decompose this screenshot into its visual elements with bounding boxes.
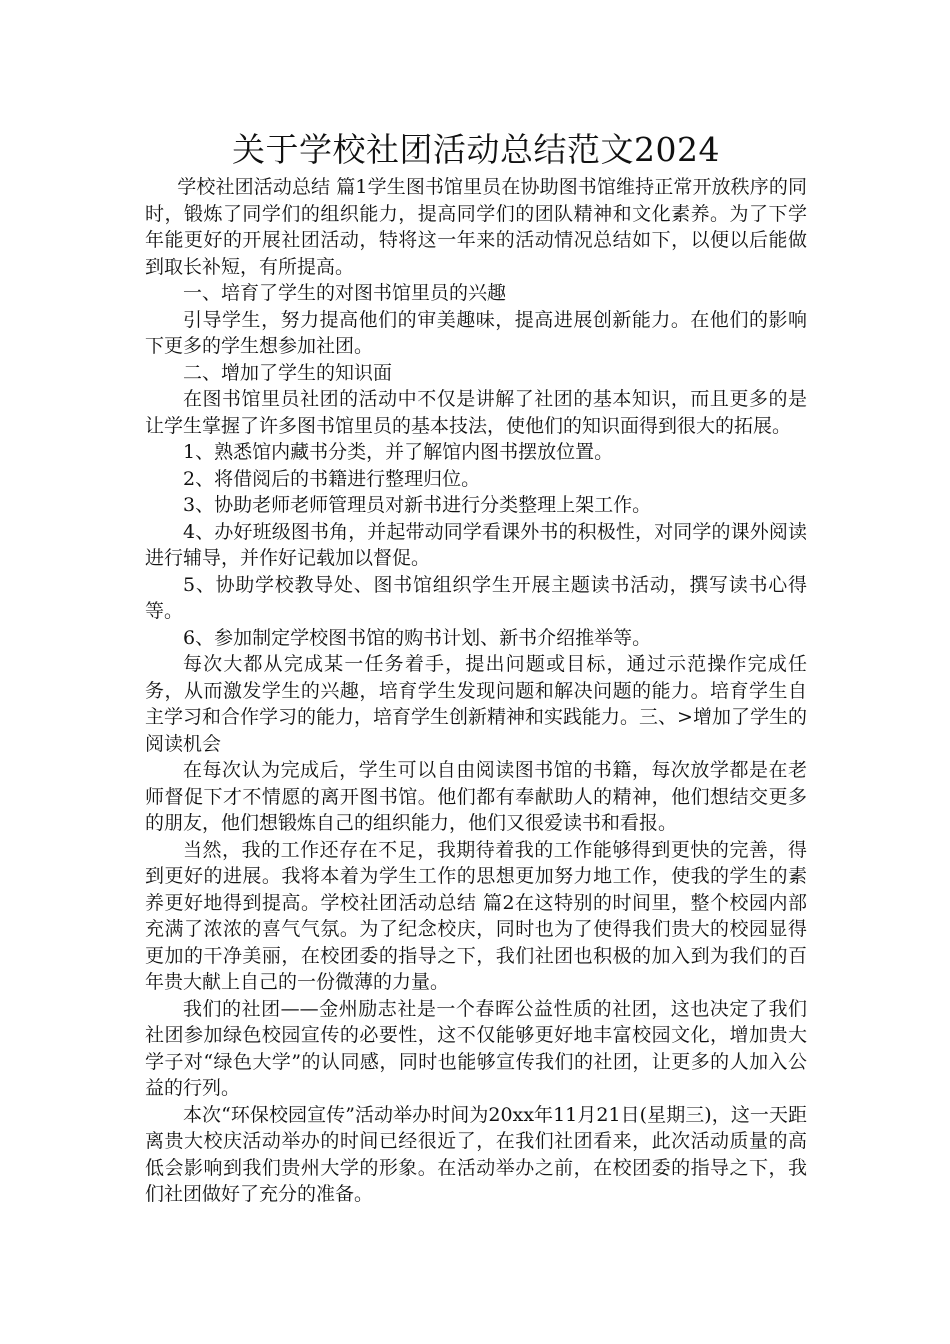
- paragraph: 在图书馆里员社团的活动中不仅是讲解了社团的基本知识，而且更多的是让学生掌握了许多图书馆里员的基本技法，使他们的知识面得到很大的拓展。: [145, 388, 807, 437]
- list-item: 3、协助老师老师管理员对新书进行分类整理上架工作。: [183, 494, 652, 516]
- document-page: [145, 128, 807, 1208]
- paragraph: 在每次认为完成后，学生可以自由阅读图书馆的书籍，每次放学都是在老师督促下才不情愿的离开图书馆。他们都有奉献助人的精神，他们想结交更多的朋友，他们想锻炼自己的组织能力，他们又很爱读书和看报。: [145, 759, 807, 834]
- document-title: 关于学校社团活动总结范文2024: [232, 130, 720, 169]
- list-item: 5、协助学校教导处、图书馆组织学生开展主题读书活动，撰写读书心得等。: [145, 573, 807, 622]
- paragraph: 本次“环保校园宣传”活动举办时间为20xx年11月21日(星期三)，这一天距离贵大校庆活动举办的时间已经很近了，在我们社团看来，此次活动质量的高低会影响到我们贵州大学的形象。在活动举办之前，在校团委的指导之下，我们社团做好了充分的准备。: [145, 1103, 807, 1205]
- list-item: 1、熟悉馆内藏书分类，并了解馆内图书摆放位置。: [183, 441, 614, 463]
- paragraph: 引导学生，努力提高他们的审美趣味，提高进展创新能力。在他们的影响下更多的学生想参加社团。: [145, 308, 807, 357]
- section-heading-2: 二、增加了学生的知识面: [183, 361, 393, 384]
- paragraph: 当然，我的工作还存在不足，我期待着我的工作能够得到更快的完善，得到更好的进展。我将本着为学生工作的思想更加努力地工作，使我的学生的素养更好地得到提高。学校社团活动总结 篇2在这特别的时间里，整个校园内部充满了浓浓的喜气气氛。为了纪念校庆，同时也为了使得我们贵大的校园显得更加的干净美丽，在校团委的指导之下，我们社团也积极的加入到为我们的百年贵大献上自己的一份微薄的力量。: [145, 838, 807, 993]
- list-item: 2、将借阅后的书籍进行整理归位。: [183, 467, 481, 490]
- paragraph-intro: 学校社团活动总结 篇1学生图书馆里员在协助图书馆维持正常开放秩序的同时，锻炼了同学们的组织能力，提高同学们的团队精神和文化素养。为了下学年能更好的开展社团活动，特将这一年来的活动情况总结如下，以便以后能做到取长补短，有所提高。: [145, 176, 807, 278]
- list-item: 4、办好班级图书角，并起带动同学看课外书的积极性，对同学的课外阅读进行辅导，并作好记载加以督促。: [145, 520, 807, 569]
- section-heading-1: 一、培育了学生的对图书馆里员的兴趣: [183, 282, 507, 304]
- paragraph: 我们的社团——金州励志社是一个春晖公益性质的社团，这也决定了我们社团参加绿色校园宣传的必要性，这不仅能够更好地丰富校园文化，增加贵大学子对“绿色大学”的认同感，同时也能够宣传我们的社团，让更多的人加入公益的行列。: [145, 997, 807, 1099]
- paragraph: 每次大都从完成某一任务着手，提出问题或目标，通过示范操作完成任务，从而激发学生的兴趣，培育学生发现问题和解决问题的能力。培育学生自主学习和合作学习的能力，培育学生创新精神和实践能力。三、>增加了学生的阅读机会: [145, 653, 807, 755]
- list-item: 6、参加制定学校图书馆的购书计划、新书介绍推举等。: [183, 626, 652, 649]
